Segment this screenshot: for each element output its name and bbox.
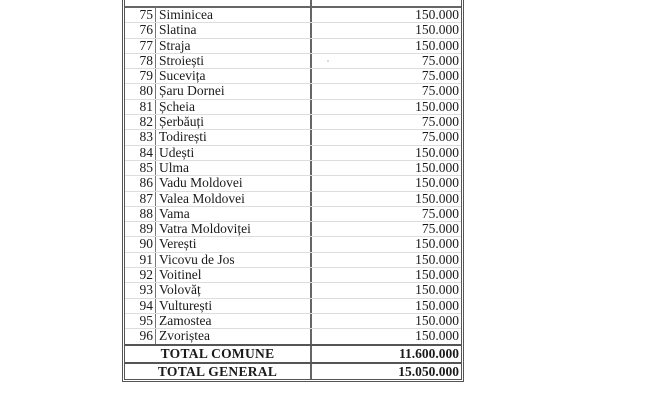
commune-name: Vicovu de Jos [159, 251, 235, 267]
allocation-value: 75.000 [421, 205, 459, 221]
allocation-value: 150.000 [415, 22, 459, 38]
commune-name: Vadu Moldovei [159, 175, 243, 191]
commune-name: Sucevița [159, 68, 206, 84]
commune-name: Verești [159, 236, 197, 252]
total-general-row [125, 362, 461, 380]
table-row [125, 161, 461, 176]
allocation-value: 75.000 [421, 114, 459, 130]
row-number: 77 [139, 37, 153, 53]
table-row [125, 100, 461, 115]
row-number: 87 [139, 190, 153, 206]
allocation-value: 75.000 [421, 221, 459, 237]
commune-name: Șerbăuți [159, 114, 204, 130]
row-number: 83 [139, 129, 153, 145]
allocation-value: 150.000 [415, 144, 459, 160]
commune-name: Zamostea [159, 312, 212, 328]
allocation-value: 150.000 [415, 312, 459, 328]
row-number: 89 [139, 221, 153, 237]
total-general-value: 15.050.000 [398, 364, 459, 379]
row-number: 85 [139, 159, 153, 175]
table-row [125, 268, 461, 283]
table-row [125, 299, 461, 314]
commune-name: Vulturești [159, 297, 213, 313]
table-row [125, 207, 461, 222]
table-row [125, 69, 461, 84]
row-number: 75 [139, 7, 153, 22]
commune-name: Todirești [159, 129, 207, 145]
allocation-value: 150.000 [415, 37, 459, 53]
table-row [125, 176, 461, 191]
total-general-label: TOTAL GENERAL [157, 364, 278, 379]
row-number: 93 [139, 282, 153, 298]
row-number: 92 [139, 267, 153, 283]
commune-name: Vatra Moldoviței [159, 221, 251, 237]
allocation-value: 150.000 [415, 282, 459, 298]
total-comune-row [125, 344, 461, 362]
row-number: 90 [139, 236, 153, 252]
total-comune-value: 11.600.000 [398, 346, 459, 361]
table-row [125, 283, 461, 298]
table-row [125, 54, 461, 69]
table-row [125, 23, 461, 38]
row-number: 78 [139, 52, 153, 68]
table-row [125, 253, 461, 268]
commune-name: Stroiești [159, 52, 205, 68]
table-row [125, 130, 461, 145]
row-number: 79 [139, 68, 153, 84]
allocation-value: 75.000 [421, 129, 459, 145]
commune-name: Ulma [159, 159, 189, 175]
row-number: 95 [139, 312, 153, 328]
commune-name: Șcheia [159, 98, 195, 114]
allocation-value: 150.000 [415, 7, 459, 22]
total-comune-label: TOTAL COMUNE [160, 346, 275, 361]
allocation-value: 75.000 [421, 83, 459, 99]
table-row [125, 84, 461, 99]
allocation-value: 150.000 [415, 328, 459, 344]
allocation-value: 150.000 [415, 267, 459, 283]
allocation-value: 150.000 [415, 236, 459, 252]
commune-name: Zvoriștea [159, 328, 210, 344]
row-number: 76 [139, 22, 153, 38]
row-number: 94 [139, 297, 153, 313]
row-number: 91 [139, 251, 153, 267]
table-row [125, 39, 461, 54]
row-number: 80 [139, 83, 153, 99]
commune-name: Volovăț [159, 282, 201, 298]
table-row [125, 222, 461, 237]
allocation-value: 150.000 [415, 175, 459, 191]
row-number: 96 [139, 328, 153, 344]
allocation-value: 150.000 [415, 190, 459, 206]
commune-name: Siminicea [159, 7, 213, 22]
table-row [125, 237, 461, 252]
allocation-value: 150.000 [415, 297, 459, 313]
commune-name: Vama [159, 205, 190, 221]
allocation-value: 75.000 [421, 52, 459, 68]
allocation-table [122, 0, 464, 382]
allocation-value: 150.000 [415, 251, 459, 267]
row-number: 82 [139, 114, 153, 130]
commune-name: Slatina [159, 22, 197, 38]
row-number: 84 [139, 144, 153, 160]
commune-name: Udești [159, 144, 195, 160]
commune-name: Voitinel [159, 267, 202, 283]
commune-name: Straja [159, 37, 191, 53]
commune-name: Șaru Dornei [159, 83, 225, 99]
table-row [125, 8, 461, 23]
allocation-value: 150.000 [415, 159, 459, 175]
allocation-value: 75.000 [421, 68, 459, 84]
commune-name: Valea Moldovei [159, 190, 245, 206]
table-row [125, 115, 461, 130]
row-number: 88 [139, 205, 153, 221]
allocation-value: 150.000 [415, 98, 459, 114]
table-row [125, 192, 461, 207]
scan-speck [327, 60, 329, 62]
row-number: 81 [139, 98, 153, 114]
table-row [125, 314, 461, 329]
table-row [125, 329, 461, 344]
table-row [125, 146, 461, 161]
table-body [125, 8, 461, 345]
row-number: 86 [139, 175, 153, 191]
